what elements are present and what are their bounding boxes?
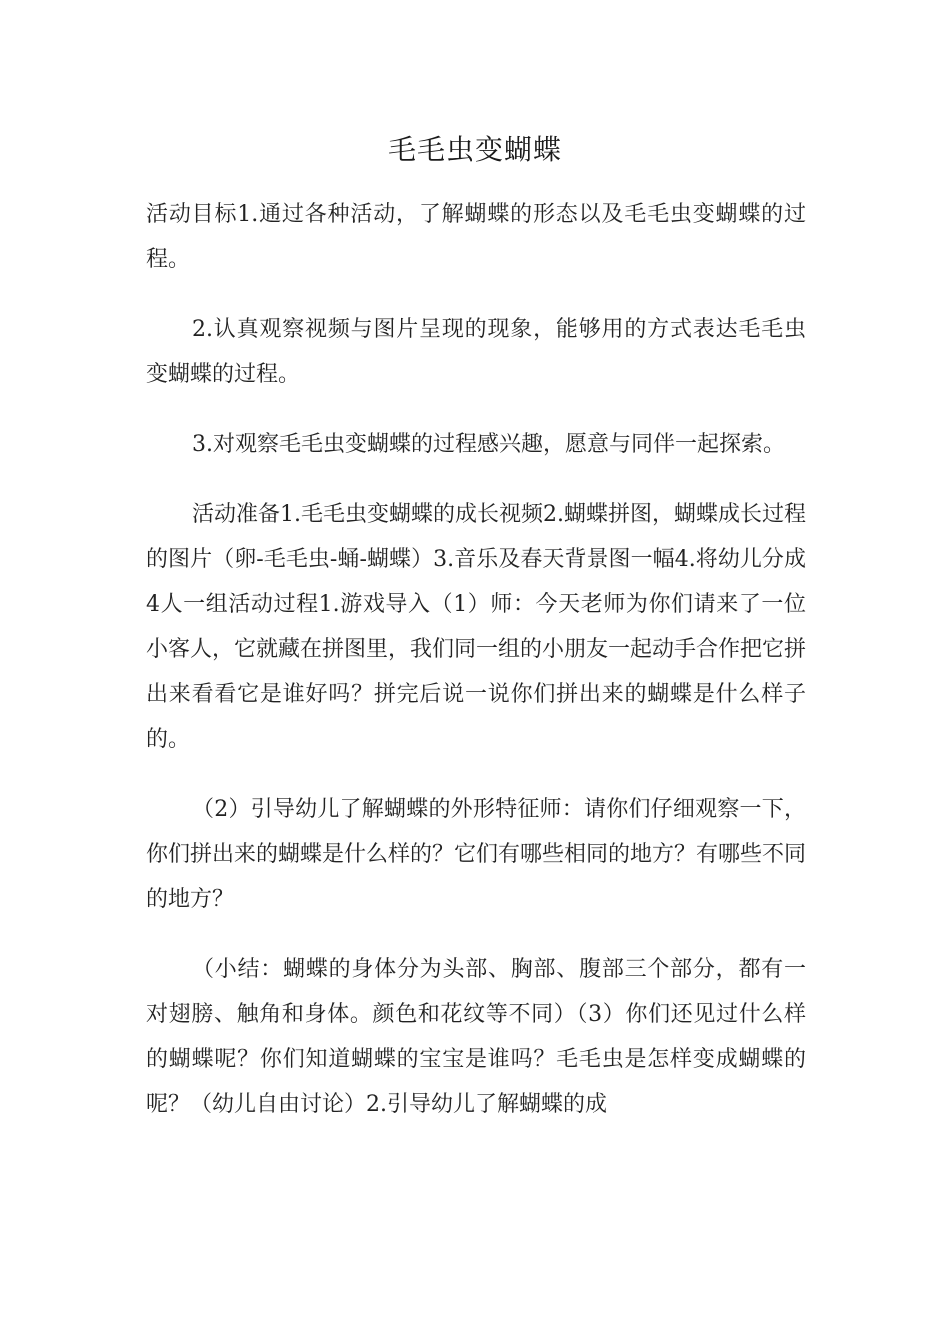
document-title: 毛毛虫变蝴蝶 [387, 133, 562, 166]
paragraph-summary: （小结：蝴蝶的身体分为头部、胸部、腹部三个部分，都有一对翅膀、触角和身体。颜色和花纹等不同）（3）你们还见过什么样的蝴蝶呢？你们知道蝴蝶的宝宝是谁吗？毛毛虫是怎样变成蝴蝶的呢？（幼儿自由讨论）2.引导幼儿了解蝴蝶的成 [146, 957, 806, 1117]
paragraph-goal-3: 3.对观察毛毛虫变蝴蝶的过程感兴趣，愿意与同伴一起探索。 [192, 432, 785, 457]
paragraph-activity-goals: 活动目标1.通过各种活动，了解蝴蝶的形态以及毛毛虫变蝴蝶的过程。 [146, 202, 806, 272]
paragraph-activity-preparation: 活动准备1.毛毛虫变蝴蝶的成长视频2.蝴蝶拼图，蝴蝶成长过程的图片（卵-毛毛虫-蛹-蝴蝶）3.音乐及春天背景图一幅4.将幼儿分成4人一组活动过程1.游戏导入（1）师：今天老师为你们请来了一位小客人，它就藏在拼图里，我们同一组的小朋友一起动手合作把它拼出来看看它是谁好吗？拼完后说一说你们拼出来的蝴蝶是什么样子的。 [146, 502, 807, 752]
paragraph-guide-features: （2）引导幼儿了解蝴蝶的外形特征师：请你们仔细观察一下，你们拼出来的蝴蝶是什么样的？它们有哪些相同的地方？有哪些不同的地方？ [146, 797, 807, 912]
document-body [146, 192, 806, 1152]
paragraph-goal-2: 2.认真观察视频与图片呈现的现象，能够用的方式表达毛毛虫变蝴蝶的过程。 [146, 317, 806, 387]
